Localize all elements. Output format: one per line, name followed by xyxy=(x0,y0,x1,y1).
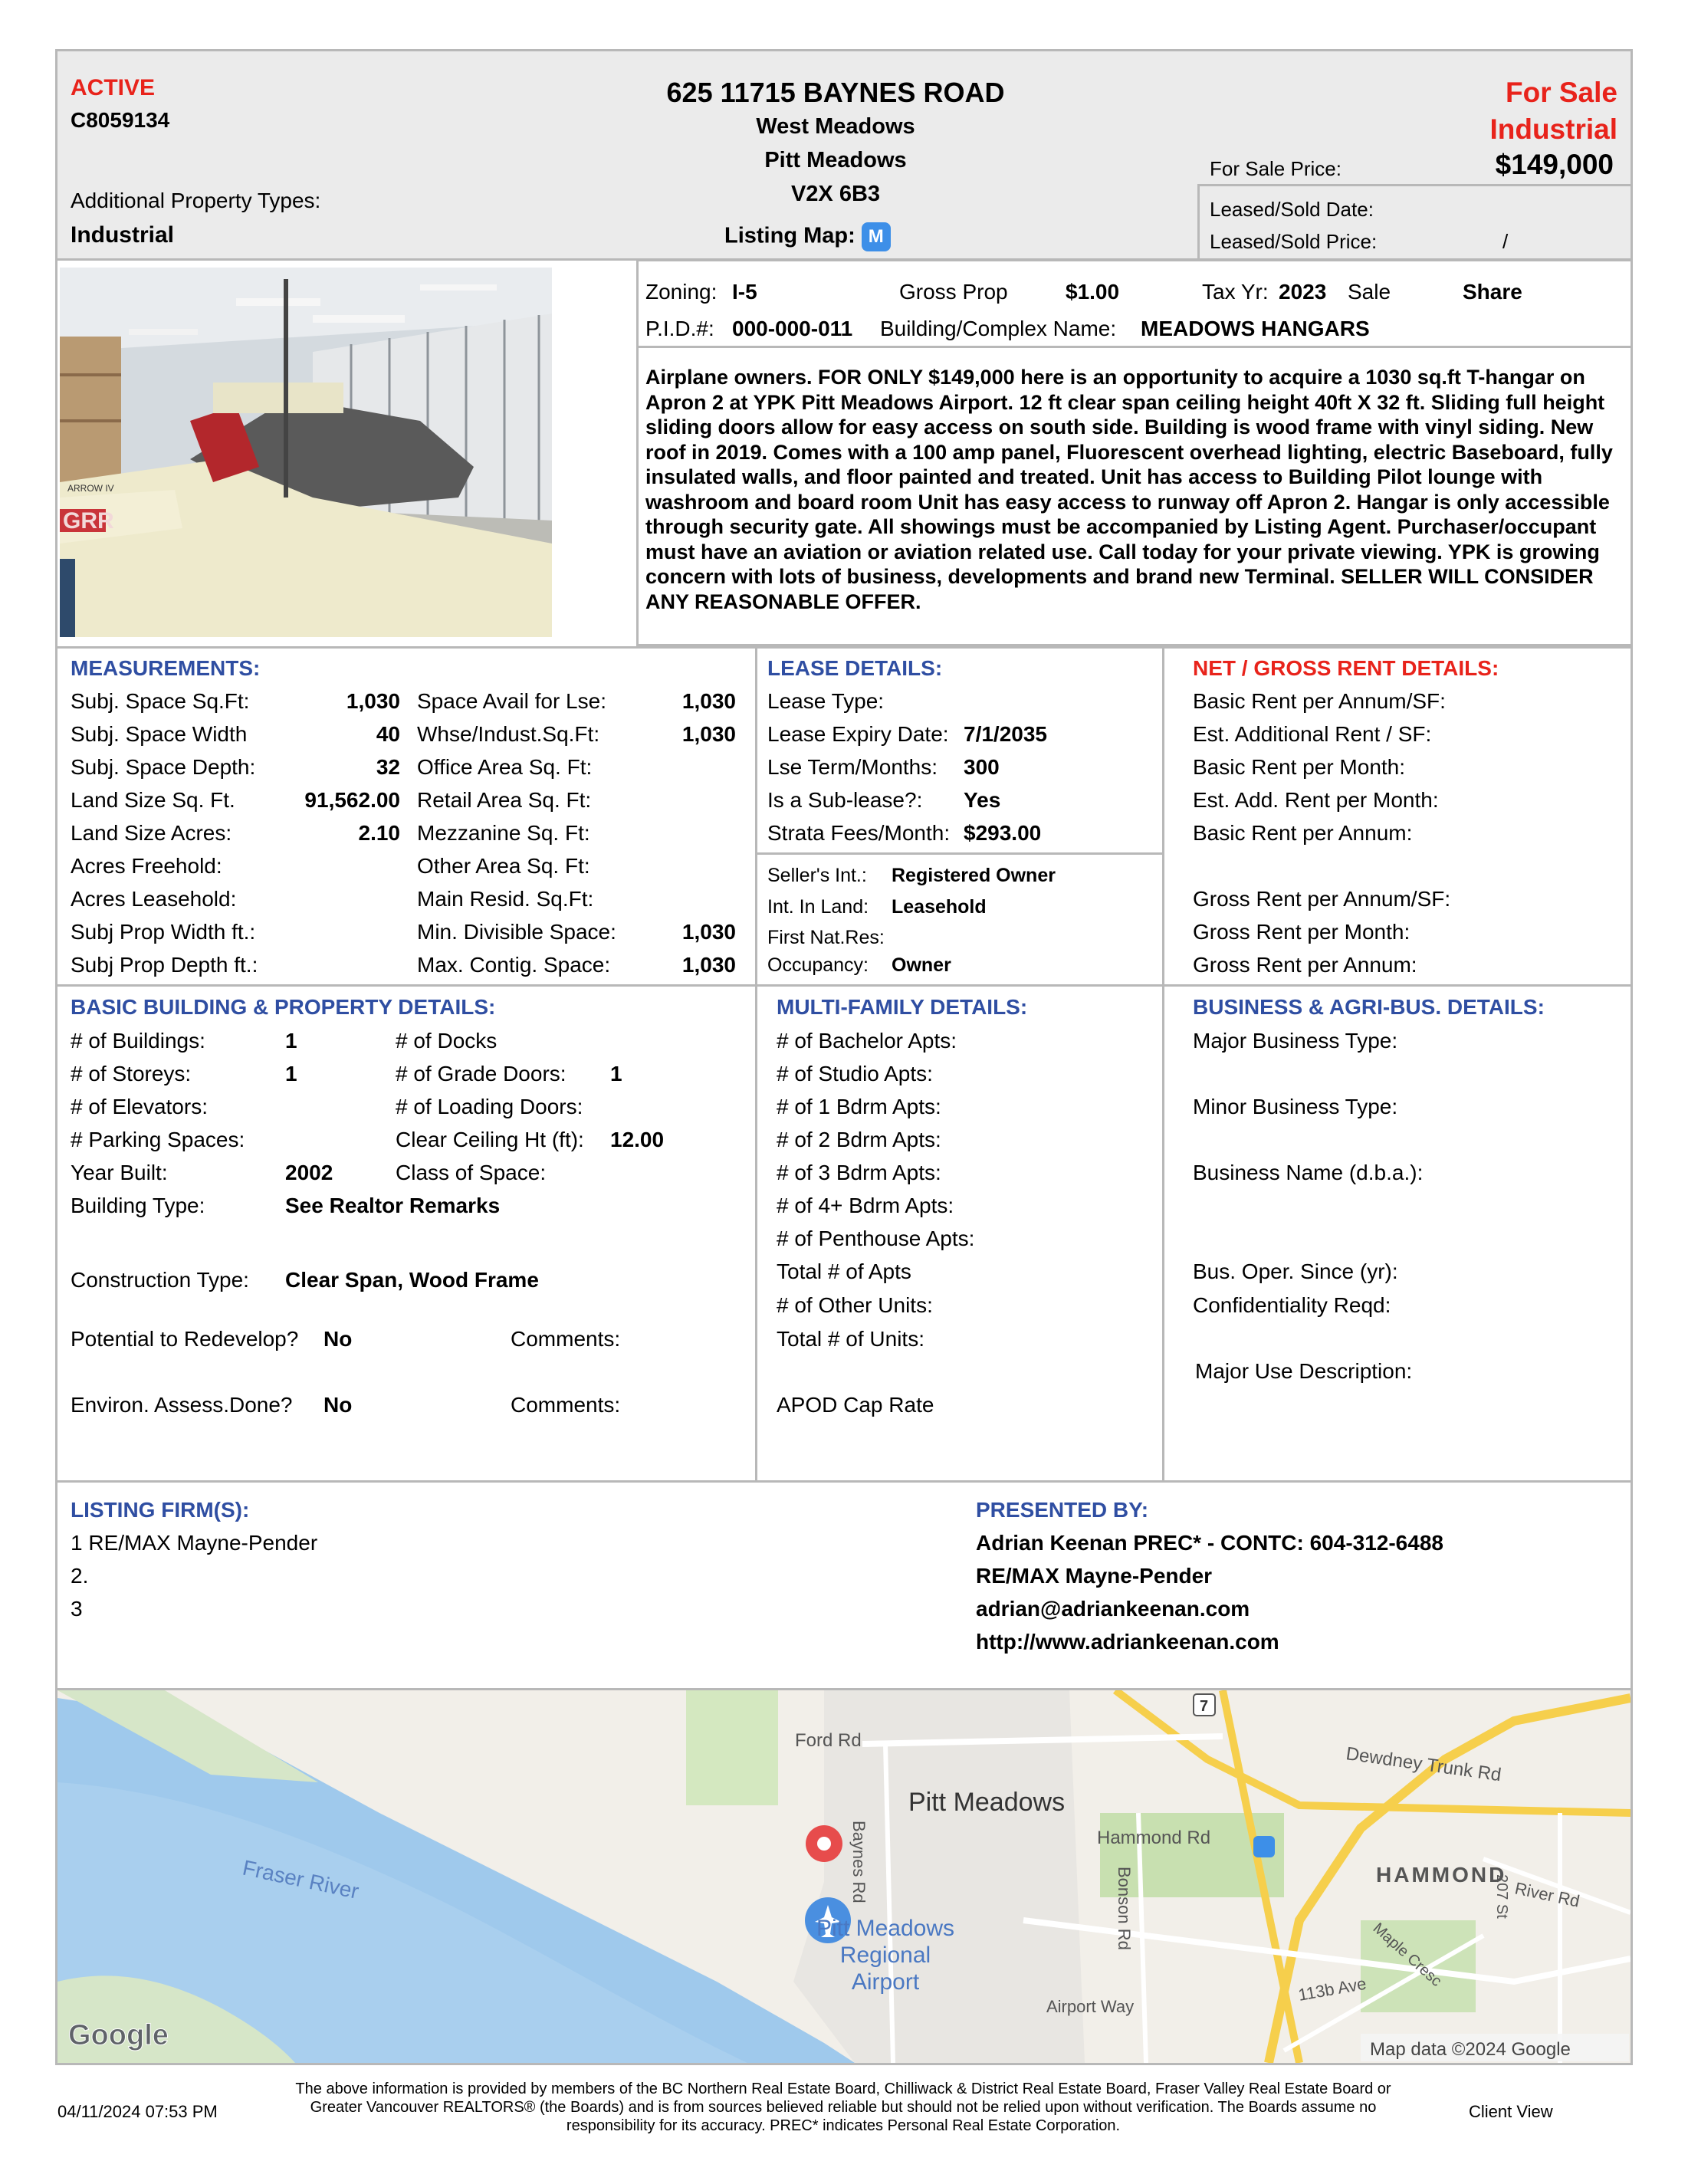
agent-brokerage: RE/MAX Mayne-Pender xyxy=(976,1564,1213,1588)
property-city: Pitt Meadows xyxy=(764,148,907,172)
multifamily-label: # of 4+ Bdrm Apts: xyxy=(777,1194,954,1217)
map-attribution: Map data ©2024 Google xyxy=(1370,2039,1571,2060)
measure-value: 40 xyxy=(376,722,400,746)
mls-number: C8059134 xyxy=(71,108,170,132)
measure-label: Acres Leasehold: xyxy=(71,887,237,911)
map-label-river-rd: River Rd xyxy=(1512,1878,1581,1911)
lease-label: Is a Sub-lease?: xyxy=(767,788,923,812)
sale-value: Share xyxy=(1463,280,1522,304)
redevelop-comments-label: Comments: xyxy=(511,1327,621,1351)
measure-label: Max. Contig. Space: xyxy=(417,953,611,977)
divider xyxy=(55,1480,1633,1483)
map-label-113b-ave: 113b Ave xyxy=(1296,1973,1368,2005)
multifamily-label: Total # of Apts xyxy=(777,1259,911,1283)
lease-label: Lease Type: xyxy=(767,689,885,713)
property-area: West Meadows xyxy=(756,114,915,139)
lease-value: 300 xyxy=(964,755,1000,779)
multifamily-label: # of 1 Bdrm Apts: xyxy=(777,1095,941,1118)
oper-since-label: Bus. Oper. Since (yr): xyxy=(1193,1259,1398,1283)
multifamily-title: MULTI-FAMILY DETAILS: xyxy=(777,995,1028,1019)
divider xyxy=(755,646,757,1482)
complex-value: MEADOWS HANGARS xyxy=(1141,317,1370,340)
highway-number: 7 xyxy=(1200,1698,1209,1715)
map-label-airport-1: Pitt Meadows xyxy=(816,1916,955,1941)
storeys-value: 1 xyxy=(285,1062,297,1085)
multifamily-label: # of Bachelor Apts: xyxy=(777,1029,957,1053)
map-label-hammond: HAMMOND xyxy=(1376,1863,1507,1887)
view-type: Client View xyxy=(1469,2102,1553,2121)
lease-value: $293.00 xyxy=(964,821,1042,845)
tax-year-label: Tax Yr: xyxy=(1202,280,1269,304)
measure-label: Acres Freehold: xyxy=(71,854,222,878)
gross-rent-label: Gross Rent per Month: xyxy=(1193,920,1410,944)
construction-value: Clear Span, Wood Frame xyxy=(285,1268,539,1292)
gross-prop-value: $1.00 xyxy=(1066,280,1120,304)
listing-firms-title: LISTING FIRM(S): xyxy=(71,1498,250,1522)
zoning-label: Zoning: xyxy=(645,280,718,304)
leased-price-value: / xyxy=(1502,230,1509,253)
multifamily-label: # of 3 Bdrm Apts: xyxy=(777,1161,941,1184)
for-sale-label: For Sale xyxy=(1506,77,1617,108)
measure-label: Subj Prop Depth ft.: xyxy=(71,953,258,977)
property-address: 625 11715 BAYNES ROAD xyxy=(666,77,1005,108)
measure-value: 91,562.00 xyxy=(304,788,400,812)
measure-label: Retail Area Sq. Ft: xyxy=(417,788,592,812)
grade-doors-label: # of Grade Doors: xyxy=(396,1062,566,1085)
listing-firm-item: 2. xyxy=(71,1564,89,1588)
first-nat-label: First Nat.Res: xyxy=(767,927,885,948)
measure-label: Subj Prop Width ft.: xyxy=(71,920,256,944)
listing-map-label: Listing Map: xyxy=(724,223,855,248)
business-name-label: Business Name (d.b.a.): xyxy=(1193,1161,1424,1184)
map-label-bonson-rd: Bonson Rd xyxy=(1115,1867,1134,1950)
pid-value: 000-000-011 xyxy=(732,317,853,340)
agent-name: Adrian Keenan PREC* - CONTC: 604-312-6488 xyxy=(976,1531,1443,1555)
class-label: Class of Space: xyxy=(396,1161,547,1184)
elevators-label: # of Elevators: xyxy=(71,1095,208,1118)
measure-label: Subj. Space Width xyxy=(71,722,248,746)
divider xyxy=(55,646,1633,649)
measure-label: Min. Divisible Space: xyxy=(417,920,616,944)
int-land-value: Leasehold xyxy=(892,896,987,918)
ceiling-value: 12.00 xyxy=(610,1128,665,1151)
divider xyxy=(755,852,1162,855)
environ-value: No xyxy=(323,1393,353,1417)
measure-value: 2.10 xyxy=(358,821,400,845)
price-label: For Sale Price: xyxy=(1210,157,1342,180)
property-type-label: Industrial xyxy=(1489,113,1617,145)
sale-label: Sale xyxy=(1348,280,1391,304)
lease-value: Yes xyxy=(964,788,1001,812)
year-built-label: Year Built: xyxy=(71,1161,168,1184)
sellers-int-label: Seller's Int.: xyxy=(767,865,867,886)
price-value: $149,000 xyxy=(1495,149,1614,180)
location-map[interactable] xyxy=(57,1690,1631,2063)
property-postal: V2X 6B3 xyxy=(790,182,881,206)
listing-map-link[interactable] xyxy=(724,222,891,251)
redevelop-label: Potential to Redevelop? xyxy=(71,1327,299,1351)
map-label-airport-2: Regional xyxy=(839,1943,931,1968)
additional-types-value: Industrial xyxy=(71,222,175,248)
map-label-dewdney: Dewdney Trunk Rd xyxy=(1345,1743,1503,1786)
map-label-207-st: 207 St xyxy=(1493,1874,1510,1919)
zoning-value: I-5 xyxy=(732,280,757,304)
leased-price-label: Leased/Sold Price: xyxy=(1210,230,1378,253)
complex-label: Building/Complex Name: xyxy=(880,317,1117,340)
measure-value: 1,030 xyxy=(681,920,736,944)
agent-website[interactable]: http://www.adriankeenan.com xyxy=(976,1630,1279,1654)
measure-label: Subj. Space Sq.Ft: xyxy=(71,689,250,713)
measure-label: Main Resid. Sq.Ft: xyxy=(417,887,594,911)
measure-value: 1,030 xyxy=(681,722,736,746)
measure-value: 1,030 xyxy=(346,689,400,713)
docks-label: # of Docks xyxy=(396,1029,498,1053)
map-label-maple: Maple Cresc xyxy=(1369,1920,1445,1990)
year-built-value: 2002 xyxy=(285,1161,333,1184)
int-land-label: Int. In Land: xyxy=(767,896,869,918)
major-business-label: Major Business Type: xyxy=(1193,1029,1398,1053)
environ-label: Environ. Assess.Done? xyxy=(71,1393,293,1417)
rent-label: Basic Rent per Annum: xyxy=(1193,821,1413,845)
divider xyxy=(1162,646,1164,1482)
redevelop-value: No xyxy=(323,1327,353,1351)
lease-label: Lse Term/Months: xyxy=(767,755,938,779)
pid-label: P.I.D.#: xyxy=(645,317,714,340)
major-use-label: Major Use Description: xyxy=(1195,1359,1413,1383)
leased-date-label: Leased/Sold Date: xyxy=(1210,198,1374,221)
measure-value: 1,030 xyxy=(681,953,736,977)
lease-value: 7/1/2035 xyxy=(964,722,1047,746)
lease-title: LEASE DETAILS: xyxy=(767,656,943,680)
presented-by-title: PRESENTED BY: xyxy=(976,1498,1149,1522)
rent-label: Basic Rent per Month: xyxy=(1193,755,1406,779)
measure-label: Subj. Space Depth: xyxy=(71,755,256,779)
building-type-value: See Realtor Remarks xyxy=(285,1194,501,1217)
disclaimer: The above information is provided by members of the BC Northern Real Estate Board, Chilliwack & District Real Estate Board, Fraser Valley Real Estate Board or Greater Vancouver REALTORS® (the Boards) and is from sources believed reliable but should not be relied upon without verification. The Boards assume no responsibility for its accuracy. PREC* indicates Personal Real Estate Corporation. xyxy=(295,2081,1391,2134)
minor-business-label: Minor Business Type: xyxy=(1193,1095,1398,1118)
divider xyxy=(55,984,1633,987)
gross-rent-label: Gross Rent per Annum: xyxy=(1193,953,1417,977)
multifamily-label: # of Penthouse Apts: xyxy=(777,1227,975,1250)
measure-label: Other Area Sq. Ft: xyxy=(417,854,590,878)
construction-label: Construction Type: xyxy=(71,1268,249,1292)
measure-label: Land Size Acres: xyxy=(71,821,232,845)
map-label-fraser-river: Fraser River xyxy=(240,1855,361,1903)
map-label-pitt-meadows: Pitt Meadows xyxy=(908,1788,1066,1817)
status-label: ACTIVE xyxy=(71,75,156,100)
measure-label: Whse/Indust.Sq.Ft: xyxy=(417,722,600,746)
gross-prop-label: Gross Prop xyxy=(899,280,1008,304)
environ-comments-label: Comments: xyxy=(511,1393,621,1417)
rent-title: NET / GROSS RENT DETAILS: xyxy=(1193,656,1499,680)
map-icon[interactable]: M xyxy=(862,222,891,251)
map-label-ford-rd: Ford Rd xyxy=(795,1730,862,1751)
agent-email[interactable]: adrian@adriankeenan.com xyxy=(976,1597,1250,1621)
map-label-hammond-rd: Hammond Rd xyxy=(1097,1828,1211,1848)
print-timestamp: 04/11/2024 07:53 PM xyxy=(57,2102,218,2121)
apod-label: APOD Cap Rate xyxy=(777,1393,934,1417)
occupancy-value: Owner xyxy=(892,954,951,976)
multifamily-label: # of Studio Apts: xyxy=(777,1062,933,1085)
measure-label: Land Size Sq. Ft. xyxy=(71,788,235,812)
measurements-title: MEASUREMENTS: xyxy=(71,656,261,680)
measure-label: Space Avail for Lse: xyxy=(417,689,606,713)
sellers-int-value: Registered Owner xyxy=(892,865,1056,886)
measure-label: Office Area Sq. Ft: xyxy=(417,755,593,779)
rent-label: Basic Rent per Annum/SF: xyxy=(1193,689,1446,713)
loading-doors-label: # of Loading Doors: xyxy=(396,1095,583,1118)
confidentiality-label: Confidentiality Reqd: xyxy=(1193,1293,1391,1317)
listing-firm-item: 3 xyxy=(71,1597,83,1621)
plane-registration-text: GRR xyxy=(63,508,114,534)
map-label-airport-3: Airport xyxy=(851,1969,920,1995)
tax-year-value: 2023 xyxy=(1279,280,1327,304)
lease-label: Lease Expiry Date: xyxy=(767,722,949,746)
measure-value: 1,030 xyxy=(681,689,736,713)
map-label-baynes-rd: Baynes Rd xyxy=(849,1821,869,1903)
rent-label: Est. Additional Rent / SF: xyxy=(1193,722,1432,746)
transit-icon xyxy=(1253,1836,1275,1857)
map-label-airport-way: Airport Way xyxy=(1046,1997,1135,2016)
google-logo: Google xyxy=(68,2019,169,2051)
rent-label: Est. Add. Rent per Month: xyxy=(1193,788,1439,812)
storeys-label: # of Storeys: xyxy=(71,1062,192,1085)
listing-firm-item: 1 RE/MAX Mayne-Pender xyxy=(71,1531,318,1555)
additional-types-label: Additional Property Types: xyxy=(71,189,321,212)
measure-label: Mezzanine Sq. Ft: xyxy=(417,821,590,845)
gross-rent-label: Gross Rent per Annum/SF: xyxy=(1193,887,1451,911)
building-title: BASIC BUILDING & PROPERTY DETAILS: xyxy=(71,995,496,1019)
lease-label: Strata Fees/Month: xyxy=(767,821,951,845)
multifamily-label: # of 2 Bdrm Apts: xyxy=(777,1128,941,1151)
building-type-label: Building Type: xyxy=(71,1194,205,1217)
grade-doors-value: 1 xyxy=(610,1062,622,1085)
measure-value: 32 xyxy=(376,755,400,779)
occupancy-label: Occupancy: xyxy=(767,954,869,976)
realtor-remarks: Airplane owners. FOR ONLY $149,000 here is an opportunity to acquire a 1030 sq.ft T-hangar on Apron 2 at YPK Pitt Meadows Airport. 12 ft clear span ceiling height 40ft X 32 ft. Sliding full height sliding doors allow for easy access on south side. Building is wood frame with vinyl siding. New roof in 2019. Comes with a 100 amp panel, Fluorescent overhead lighting, electric Baseboard, fully insulated walls, and floor painted and treated. Unit has access to Building Pilot lounge with washroom and board room Unit has easy access to runway off Apron 2. Hangar is only accessible through security gate. All showings must be accompanied by Listing Agent. Purchaser/occupant must have an aviation or aviation related use. Call today for your private viewing. YPK is growing concern with lots of business, developments and brand new Terminal. SELLER WILL CONSIDER ANY REASONABLE OFFER. xyxy=(645,366,1613,613)
property-photo xyxy=(60,268,552,637)
plane-model-text: ARROW IV xyxy=(67,483,114,494)
business-title: BUSINESS & AGRI-BUS. DETAILS: xyxy=(1193,995,1545,1019)
ceiling-label: Clear Ceiling Ht (ft): xyxy=(396,1128,584,1151)
multifamily-label: # of Other Units: xyxy=(777,1293,933,1317)
parking-label: # Parking Spaces: xyxy=(71,1128,245,1151)
buildings-value: 1 xyxy=(285,1029,297,1053)
buildings-label: # of Buildings: xyxy=(71,1029,205,1053)
multifamily-label: Total # of Units: xyxy=(777,1327,924,1351)
